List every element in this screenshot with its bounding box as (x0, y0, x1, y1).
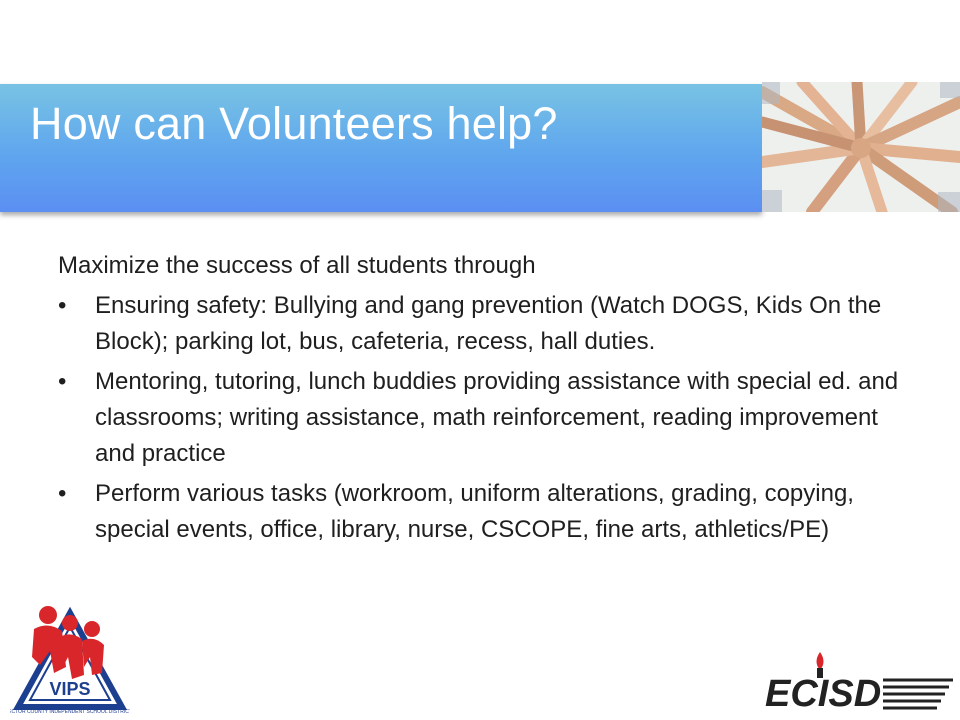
bullet-text: Mentoring, tutoring, lunch buddies providing assistance with special ed. and classrooms; writing assistance, math reinforcement, reading improvement and practice (95, 368, 899, 467)
vips-logo (10, 595, 130, 715)
bullet-item (58, 288, 918, 360)
bullet-text: Perform various tasks (workroom, uniform alterations, grading, copying, special events, office, library, nurse, CSCOPE, fine arts, athletics/PE) (95, 480, 854, 543)
svg-text:ECTOR COUNTY INDEPENDENT SCHOO: ECTOR COUNTY INDEPENDENT SCHOOL DISTRICT (10, 709, 130, 715)
bullet-list (58, 288, 918, 548)
bullet-dot: • (58, 292, 67, 319)
intro-text: Maximize the success of all students through (58, 252, 536, 279)
svg-text:VIPS: VIPS (49, 679, 91, 699)
slide-title: How can Volunteers help? (30, 98, 558, 149)
bullet-text: Ensuring safety: Bullying and gang prevention (Watch DOGS, Kids On the Block); parking lot, bus, cafeteria, recess, hall duties. (95, 292, 882, 355)
bullet-item (58, 364, 918, 472)
teamwork-hands-photo (762, 82, 960, 212)
ecisd-logo (765, 650, 955, 712)
bullet-dot: • (58, 368, 67, 395)
svg-text:ECISD: ECISD (765, 673, 882, 712)
hands-circle-image (762, 82, 960, 212)
bullet-dot: • (58, 480, 67, 507)
slide-content (58, 248, 918, 552)
bullet-item (58, 476, 918, 548)
